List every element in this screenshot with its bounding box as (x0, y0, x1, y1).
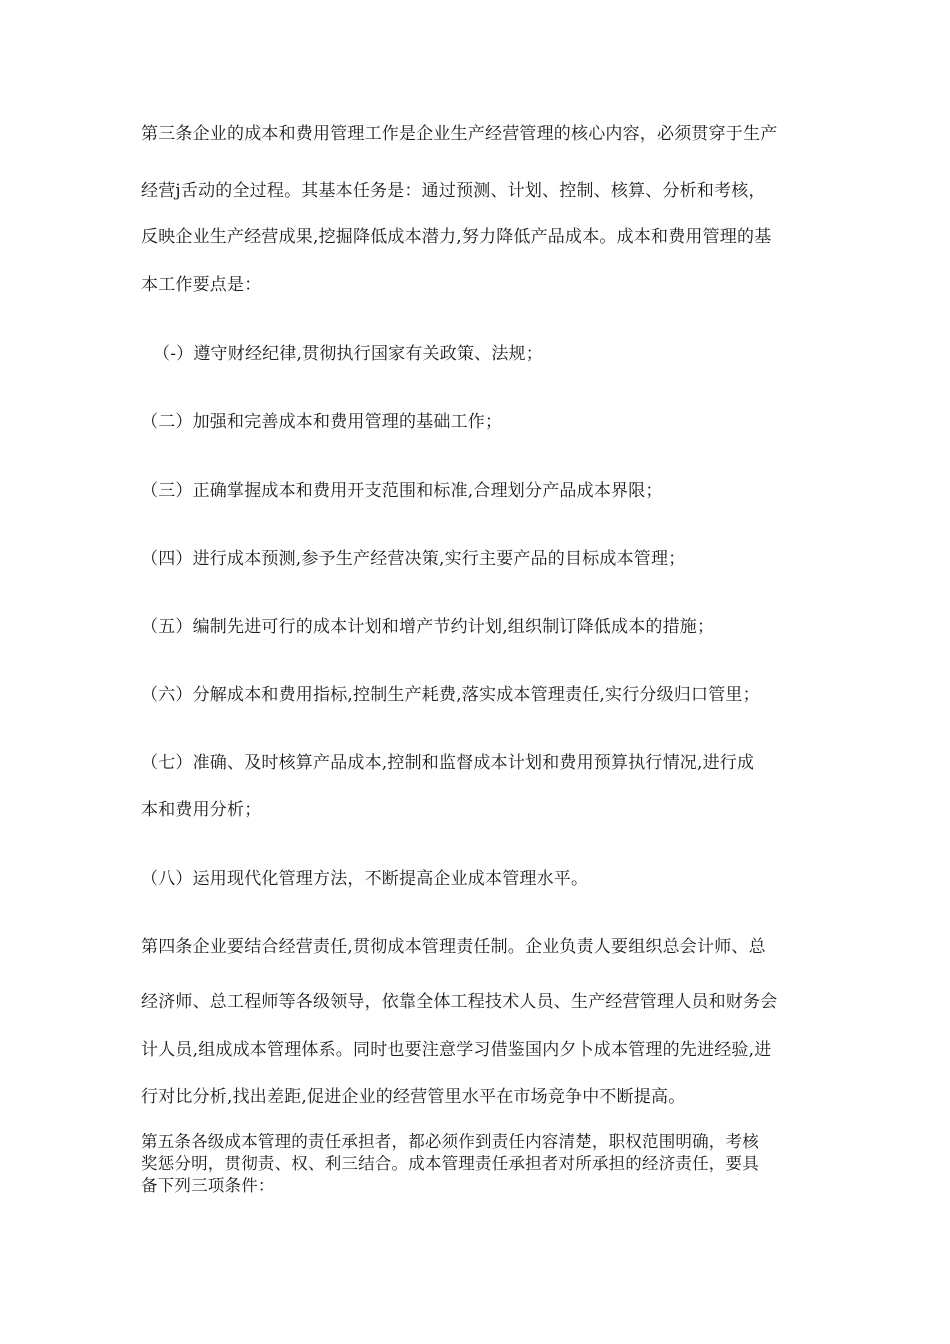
article5-line-3: 备下列三项条件： (141, 1176, 275, 1195)
list-item-2: （二）加强和完善成本和费用管理的基础工作； (141, 412, 503, 432)
article3-line-3: 反映企业生产经营成果,挖掘降低成本潜力,努力降低产品成本。成本和费用管理的基 (141, 227, 772, 247)
list-item-1: （-）遵守财经纪律,贯彻执行国家有关政策、法规； (153, 344, 543, 364)
list-item-5: （五）编制先进可行的成本计划和增产节约计划,组织制订降低成本的措施； (141, 617, 715, 637)
list-item-8: （八）运用现代化管理方法，不断提高企业成本管理水平。 (141, 869, 589, 889)
list-item-7-line-2: 本和费用分析； (141, 800, 262, 820)
list-item-7-line-1: （七）准确、及时核算产品成本,控制和监督成本计划和费用预算执行情况,进行成 (141, 753, 755, 773)
list-item-6: （六）分解成本和费用指标,控制生产耗费,落实成本管理责任,实行分级归口管里； (141, 685, 760, 705)
list-item-4: （四）进行成本预测,参予生产经营决策,实行主要产品的目标成本管理； (141, 549, 686, 569)
article4-line-2: 经济师、总工程师等各级领导，依靠全体工程技术人员、生产经营管理人员和财务会 (141, 992, 778, 1012)
list-item-3: （三）正确掌握成本和费用开支范围和标准,合理划分产品成本界限； (141, 481, 663, 501)
article4-line-3: 计人员,组成成本管理体系。同时也要注意学习借鉴国内夕卜成本管理的先进经验,进 (141, 1040, 772, 1060)
article3-line-2: 经营j舌动的全过程。其基本任务是：通过预测、计划、控制、核算、分析和考核， (141, 181, 766, 201)
article3-line-1: 第三条企业的成本和费用管理工作是企业生产经营管理的核心内容，必须贯穿于生产 (141, 124, 778, 144)
article5-line-2: 奖惩分明，贯彻责、权、利三结合。成本管理责任承担者对所承担的经济责任，要具 (141, 1154, 759, 1173)
article3-line-4: 本工作要点是： (141, 275, 262, 295)
article5-line-1: 第五条各级成本管理的责任承担者，都必须作到责任内容清楚，职权范围明确，考核 (141, 1132, 759, 1151)
article4-line-1: 第四条企业要结合经营责任,贯彻成本管理责任制。企业负责人要组织总会计师、总 (141, 937, 766, 957)
article4-line-4: 行对比分析,找出差距,促进企业的经营管里水平在市场竞争中不断提高。 (141, 1087, 686, 1107)
